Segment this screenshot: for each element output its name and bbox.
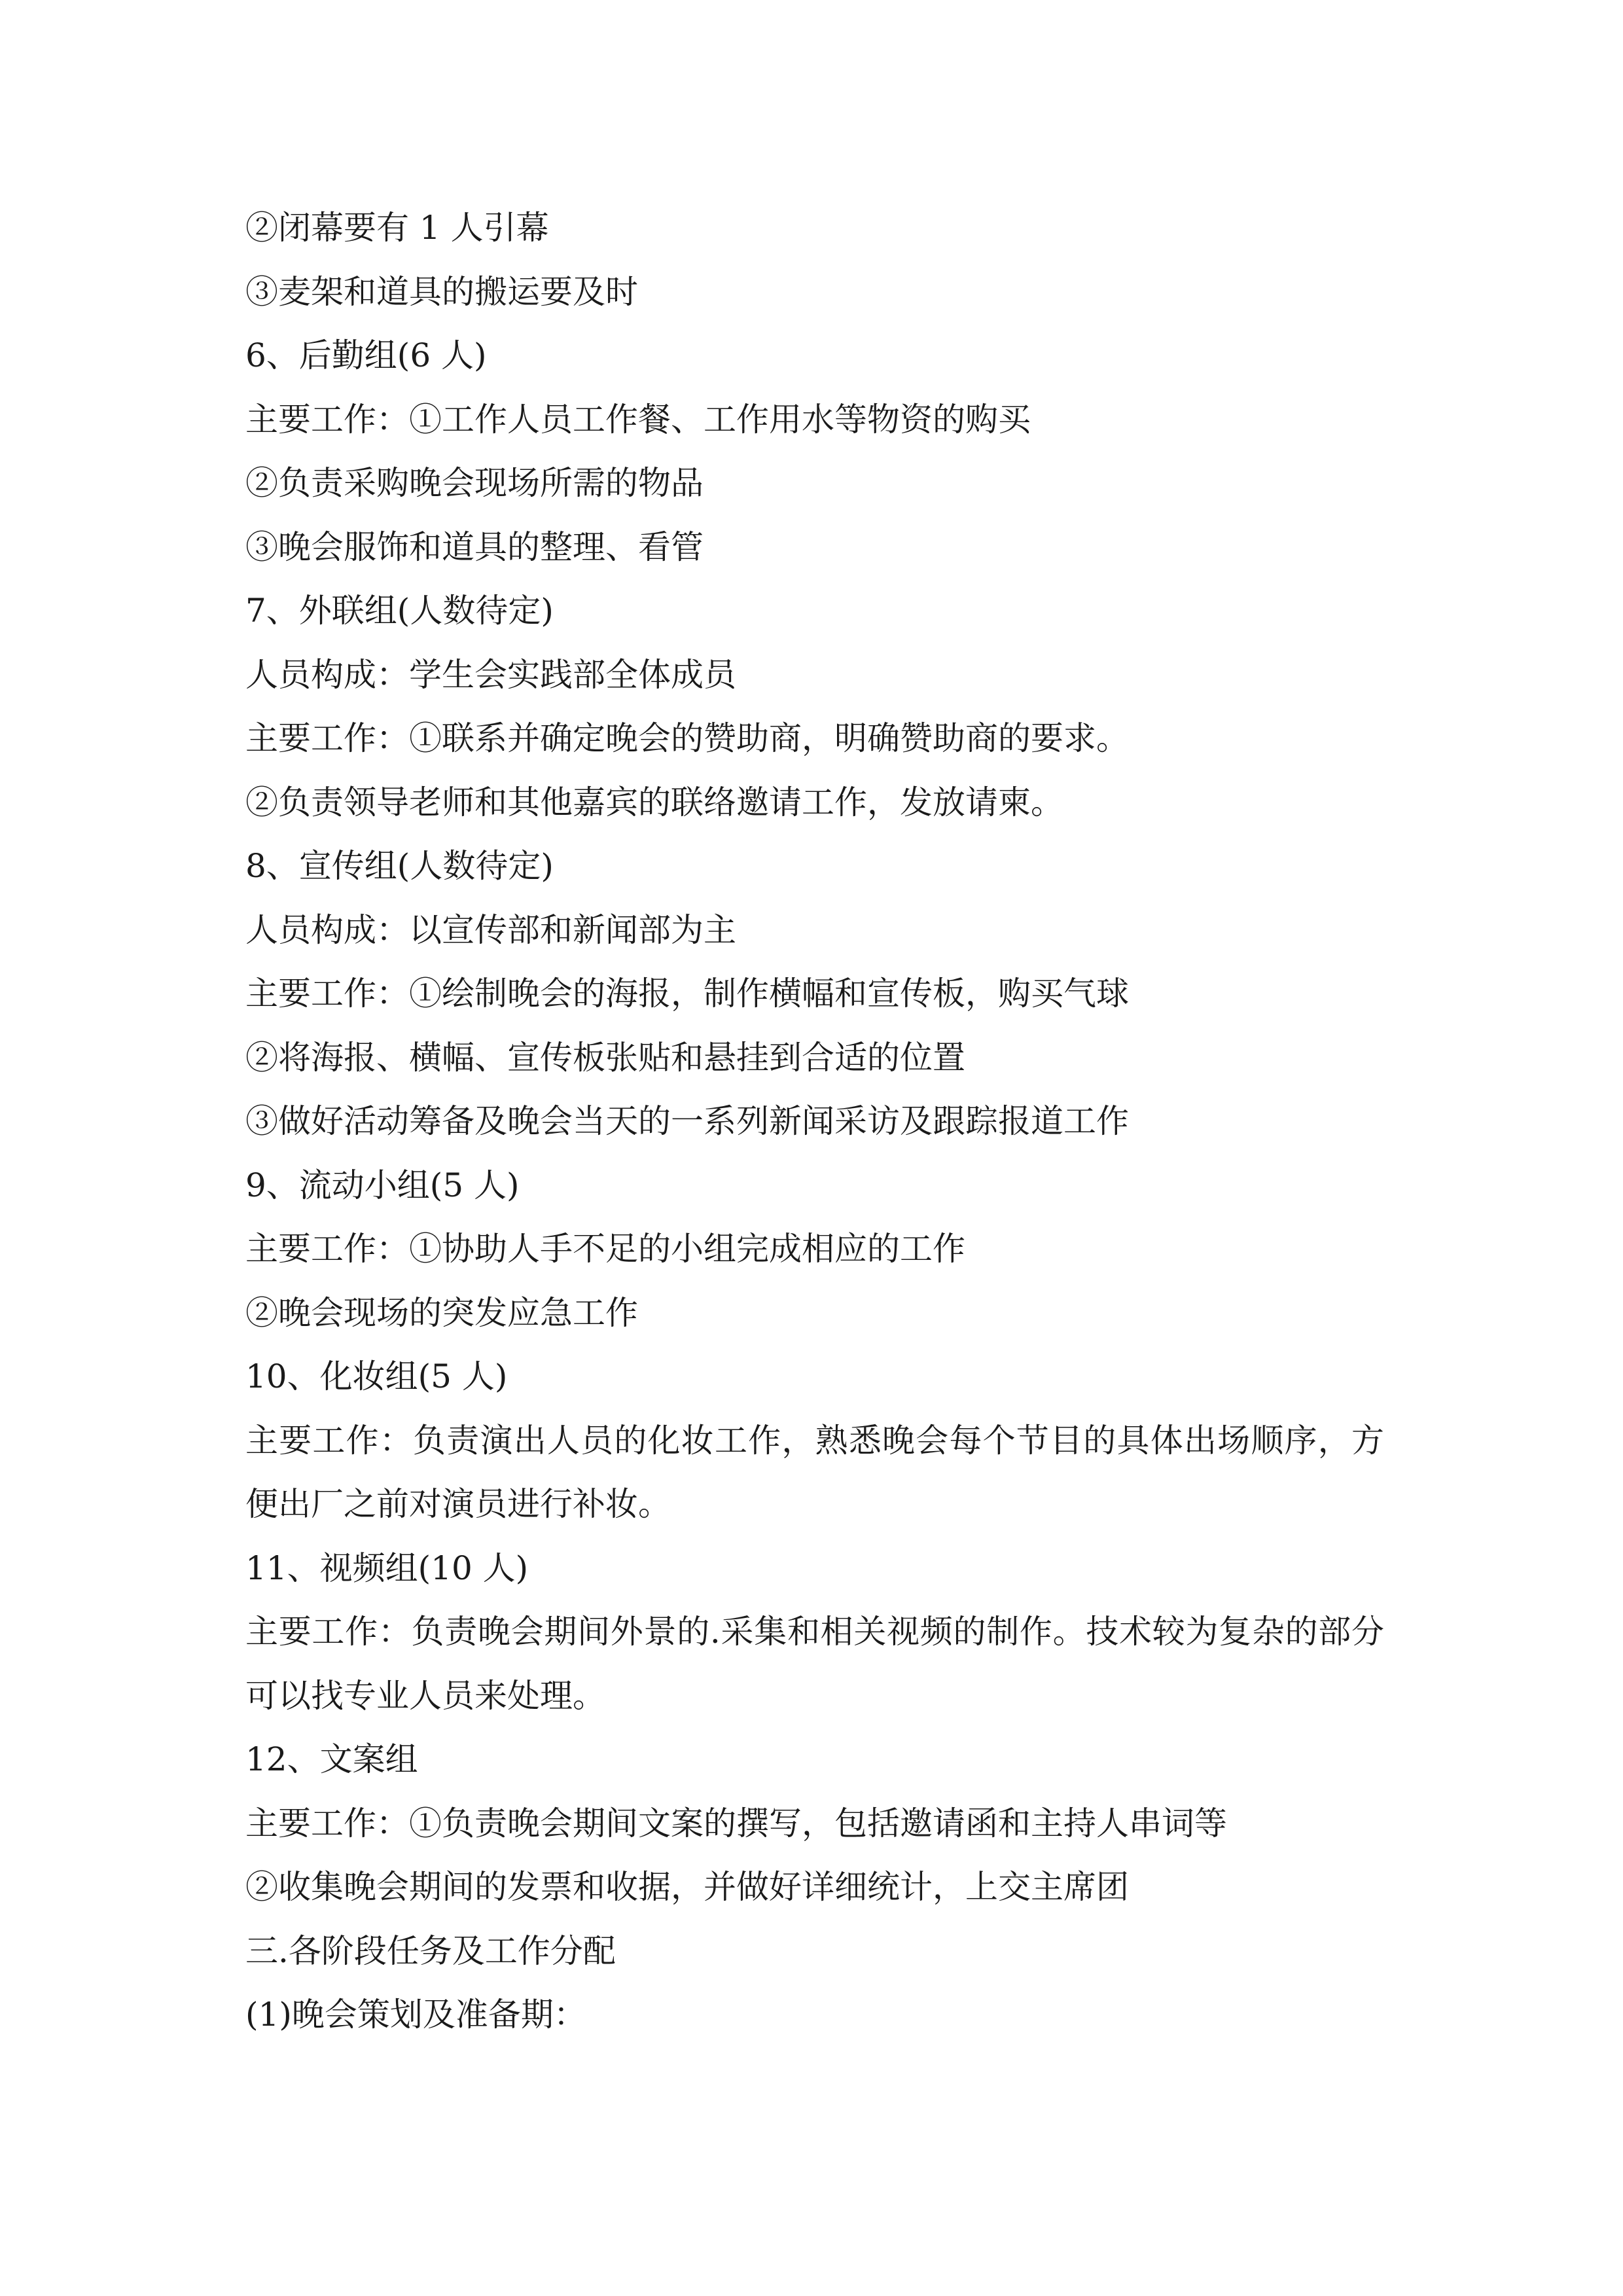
text-line: 人员构成：以宣传部和新闻部为主 bbox=[245, 910, 736, 949]
subsection-heading: (1)晚会策划及准备期： bbox=[245, 1996, 586, 2034]
text-line: 主要工作：①协助人手不足的小组完成相应的工作 bbox=[245, 1230, 965, 1268]
section-heading: 8、宣传组(人数待定) bbox=[245, 847, 554, 885]
text-line: ②闭幕要有 1 人引幕 bbox=[245, 209, 549, 247]
section-heading: 12、文案组 bbox=[245, 1740, 418, 1778]
section-heading: 9、流动小组(5 人) bbox=[245, 1166, 520, 1204]
section-heading: 7、外联组(人数待定) bbox=[245, 592, 554, 630]
section-heading: 10、化妆组(5 人) bbox=[245, 1357, 508, 1395]
text-line: ②将海报、横幅、宣传板张贴和悬挂到合适的位置 bbox=[245, 1038, 965, 1077]
text-line: ③麦架和道具的搬运要及时 bbox=[245, 272, 638, 311]
text-line: ②收集晚会期间的发票和收据，并做好详细统计，上交主席团 bbox=[245, 1868, 1129, 1906]
text-line: 人员构成：学生会实践部全体成员 bbox=[245, 655, 736, 694]
text-line: ③做好活动筹备及晚会当天的一系列新闻采访及跟踪报道工作 bbox=[245, 1102, 1129, 1140]
paragraph: 主要工作：负责演出人员的化妆工作，熟悉晚会每个节目的具体出场顺序，方便出厂之前对演员进行补妆。 bbox=[245, 1421, 1384, 1523]
text-line: 主要工作：①负责晚会期间文案的撰写，包括邀请函和主持人串词等 bbox=[245, 1804, 1227, 1842]
document-body bbox=[245, 196, 1384, 2047]
section-heading: 6、后勤组(6 人) bbox=[245, 336, 487, 374]
text-line: ②晚会现场的突发应急工作 bbox=[245, 1293, 638, 1332]
text-line: 主要工作：①绘制晚会的海报，制作横幅和宣传板，购买气球 bbox=[245, 975, 1129, 1013]
text-line: ②负责采购晚会现场所需的物品 bbox=[245, 464, 704, 502]
text-line: 主要工作：①工作人员工作餐、工作用水等物资的购买 bbox=[245, 400, 1031, 439]
paragraph: 主要工作：负责晚会期间外景的.采集和相关视频的制作。技术较为复杂的部分可以找专业人员来处理。 bbox=[245, 1613, 1384, 1715]
text-line: ②负责领导老师和其他嘉宾的联络邀请工作，发放请柬。 bbox=[245, 783, 1063, 821]
chapter-heading: 三.各阶段任务及工作分配 bbox=[245, 1931, 616, 1970]
text-line: ③晚会服饰和道具的整理、看管 bbox=[245, 528, 704, 566]
section-heading: 11、视频组(10 人) bbox=[245, 1549, 529, 1587]
text-line: 主要工作：①联系并确定晚会的赞助商，明确赞助商的要求。 bbox=[245, 719, 1129, 757]
